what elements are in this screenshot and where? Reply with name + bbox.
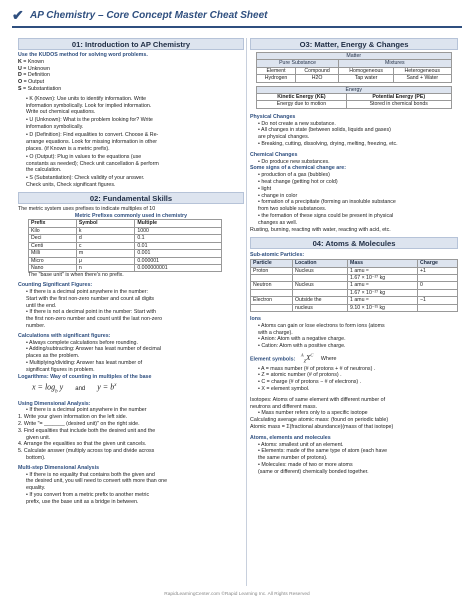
table-row: Milli m 0.001 xyxy=(29,250,222,257)
table-row: Deci d 0.1 xyxy=(29,235,222,242)
table-row: Kilo k 1000 xyxy=(29,227,222,234)
page-footer: RapidLearningCenter.com ©Rapid Learning Inc. All Rights Reserved xyxy=(164,592,310,597)
atoms-elements-list: • Atoms: smallest unit of an element. • Elements: made of the same type of atom (each have the same number of protons). • Molecules: made of two or more atoms (same or different) chemically bonded together. xyxy=(258,441,388,475)
kudos-item: O = Output xyxy=(18,79,45,86)
kudos-bullet-s: • S (Substantiation): Check validity of your answer. Check units, Check significant figures. xyxy=(26,175,145,189)
pure-substance-header: Pure Substance xyxy=(257,60,339,67)
element-symbols-title: Element symbols: $^A_ZX^C$ Where xyxy=(250,353,337,364)
section-3-header: O3: Matter, Energy & Changes xyxy=(250,38,458,50)
chemical-signs-title: Some signs of a chemical change are: xyxy=(250,165,346,172)
element-notation-icon: $^A_ZX^C$ xyxy=(300,353,314,364)
kudos-bullet-u: • U (Unknown): What is the problem looking for? Write information symbolically. xyxy=(26,117,153,131)
physical-changes-title: Physical Changes xyxy=(250,113,296,120)
table-row: Neutron Nucleus 1 amu ≈ 0 xyxy=(251,282,458,289)
energy-header: Energy xyxy=(257,86,452,93)
section-4-header: 04: Atoms & Molecules xyxy=(250,237,458,249)
kudos-bullet-o: • O (Output): Plug in values to the equations (use constants as needed); Check unit cancellation & perform the calculation. xyxy=(26,153,159,174)
section-1-header: 01: Introduction to AP Chemistry xyxy=(18,38,244,50)
metric-prefix-table xyxy=(28,219,222,272)
column-divider xyxy=(246,38,247,586)
table-row: Hydrogen H2O Tap water Sand + Water xyxy=(257,75,452,82)
multistep-title: Multi-step Dimensional Analysis xyxy=(18,464,100,471)
kudos-item: D = Definition xyxy=(18,72,50,79)
dimensional-analysis-list: • If there is a decimal point anywhere in the number 1. Write your given information on the left side. 2. Write "= _______ (desired unit)" on the right side. 3. Find equalities that include both the desired unit and the given unit. 4. Arrange the equalities so that the given unit cancels. 5. Calculate answer (multiply across top and divide across bottom). xyxy=(18,407,156,461)
chemical-signs-list: • production of a gas (bubbles) • heat change (getting hot or cold) • light • change in color • formation of a precipitate (forming an insoluble substance from two soluble substances. • the formation of these signs could be present in physical changes as well. Rusting, burning, reacting with water, reacting with acid, etc. xyxy=(250,172,396,233)
ions-list: • Atoms can gain or lose electrons to form ions (atoms with a charge). • Anion: Atom with a negative charge. • Cation: Atom with a positive charge. xyxy=(258,322,385,350)
logarithm-formula: $x = \log_b y$ and $y = b^x$ xyxy=(32,382,117,395)
matter-header: Matter xyxy=(257,53,452,60)
subatomic-table: Particle Location Mass Charge Proton Nucleus 1 amu ≈ +1 1.67 × 10⁻²⁷ kg Neutron Nucleus 1 amu ≈ 0 1.67 × 10⁻²⁷ kg Electron Outside the 1 amu ≈ −1 nucleus 9.10 × 10⁻³¹ kg xyxy=(250,259,458,312)
table-row: Element Compound Homogeneous Heterogeneous xyxy=(257,67,452,74)
dimensional-analysis-title: Using Dimensional Analysis: xyxy=(18,400,91,407)
subatomic-title: Sub-atomic Particles: xyxy=(250,252,305,259)
energy-table xyxy=(256,86,452,109)
kudos-intro: Use the KUDOS method for solving word problems. xyxy=(18,52,148,58)
physical-changes-list: • Do not create a new substance. • All changes in state (between solids, liquids and gases) are physical changes. • Breaking, cutting, dissolving, drying, melting, freezing, etc. xyxy=(258,120,398,148)
table-header: Prefix xyxy=(29,220,77,227)
table-row: Proton Nucleus 1 amu ≈ +1 xyxy=(251,267,458,274)
left-column xyxy=(18,38,244,505)
header xyxy=(12,6,462,28)
base-unit-note: The "base unit" is when there's no prefix. xyxy=(28,272,124,279)
kudos-bullet-d: • D (Definition): Find equalities to convert. Choose & Re- arrange equations. Look for missing information in other places. (if Known is a metric prefix). xyxy=(26,132,159,152)
table-header: Symbol xyxy=(76,220,135,227)
calc-sigfig-list: • Always complete calculations before rounding. • Adding/subtracting: Answer has least number of decimal places as the problem. • Multiplying/dividing: Answer has least number of significant figures in problem. xyxy=(26,339,161,373)
table-row: nucleus 9.10 × 10⁻³¹ kg xyxy=(251,304,458,311)
sigfig-title: Counting Significant Figures: xyxy=(18,282,93,289)
chemical-changes-list: • Do produce new substances. xyxy=(258,158,330,165)
isotopes-block: Isotopes: Atoms of same element with different number of neutrons and different mass. • Mass number refers only to a specific isotope Calculating average atomic mass: (found on periodic table) Atomic mass = Σ(fractional abundance)(mass of that isotope) xyxy=(250,396,394,430)
mixtures-header: Mixtures xyxy=(339,60,451,67)
table-row: Centi c 0.01 xyxy=(29,242,222,249)
multistep-list: • If there is no equality that contains both the given and the desired unit, you will need to convert with more than one equality. • If you convert from a metric prefix to another metric prefix, use the base unit as a bridge in between. xyxy=(26,471,168,505)
table-row: Electron Outside the 1 amu ≈ −1 xyxy=(251,297,458,304)
table-row: Kinetic Energy (KE) Potential Energy (PE) xyxy=(257,94,452,101)
right-column xyxy=(250,38,458,475)
table-row: 1.67 × 10⁻²⁷ kg xyxy=(251,289,458,296)
kudos-item: U = Unknown xyxy=(18,65,50,72)
table-header: Multiple xyxy=(135,220,222,227)
calc-sigfig-title: Calculations with significant figures: xyxy=(18,332,111,339)
atoms-elements-title: Atoms, elements and molecules xyxy=(250,434,331,441)
kudos-item: S = Substantiation xyxy=(18,85,62,92)
chemical-changes-title: Chemical Changes xyxy=(250,151,298,158)
table-row: Nano n 0.000000001 xyxy=(29,264,222,271)
kudos-bullet-k: • K (Known): Use units to identify information. Write information symbolically. Look for implied information. Write out chemical equations. xyxy=(26,95,152,116)
table-row: Micro μ 0.000001 xyxy=(29,257,222,264)
element-symbols-list: • A = mass number (# of protons + # of neutrons) . • Z = atomic number (# of protons) . • C = charge (# of protons − # of electrons) . • X = element symbol. xyxy=(258,365,376,392)
kudos-item: K = Known xyxy=(18,58,45,65)
logarithm-line: Logarithms: Way of counting in multiples of the base xyxy=(18,374,152,381)
sigfig-list: • If there is a decimal point anywhere in the number: Start with the first non-zero number and count all digits until the end. • If there is not a decimal point in the number: Start with the first non-zero number and count until the last non-zero number. xyxy=(26,288,163,329)
matter-table xyxy=(256,52,452,83)
table-row: Energy due to motion Stored in chemical bonds xyxy=(257,101,452,108)
section-2-header: 02: Fundamental Skills xyxy=(18,192,244,204)
table-row: 1.67 × 10⁻²⁷ kg xyxy=(251,275,458,282)
metric-table-title: Metric Prefixes commonly used in chemistry xyxy=(74,212,188,219)
page-title: AP Chemistry – Core Concept Master Cheat Sheet xyxy=(30,10,268,21)
checkmark-icon: ✔ xyxy=(12,7,24,23)
kudos-list xyxy=(18,59,244,93)
ions-title: Ions xyxy=(250,316,261,323)
metric-intro: The metric system uses prefixes to indicate multiples of 10 xyxy=(18,205,156,212)
